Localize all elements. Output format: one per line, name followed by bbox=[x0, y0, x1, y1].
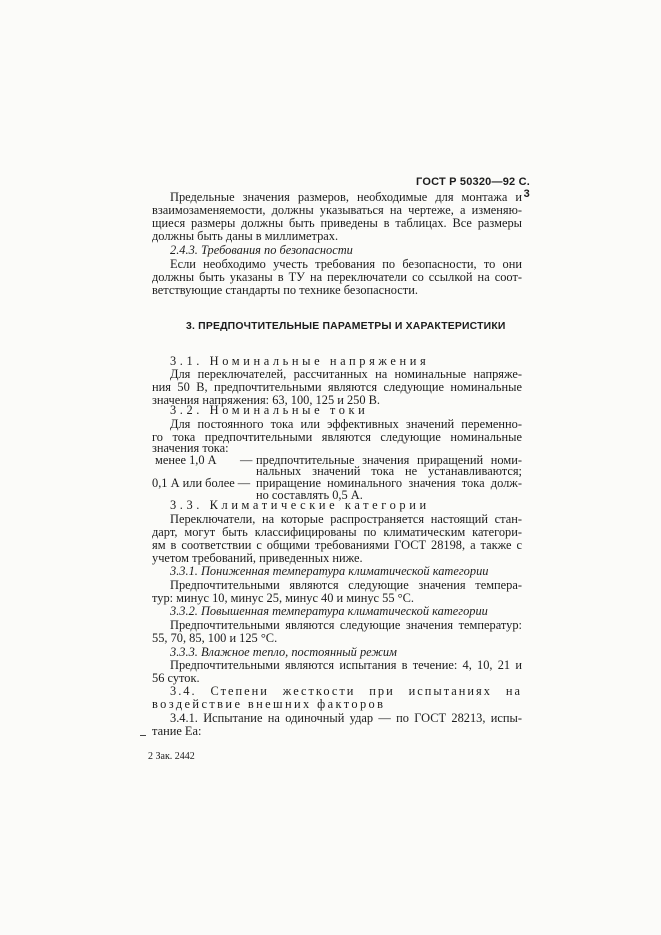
text-line: ям в соответствии с общими требованиями ГОСТ 28198, а также с bbox=[152, 538, 522, 552]
text-line: значения тока: bbox=[152, 441, 229, 455]
text-line: должны быть даны в миллиметрах. bbox=[152, 229, 339, 243]
text-line: учетом требований, приведенных ниже. bbox=[152, 551, 363, 565]
subsection-heading: 3.2. Номинальные токи bbox=[170, 403, 369, 417]
text-line: тур: минус 10, минус 25, минус 40 и минус 55 °С. bbox=[152, 591, 414, 605]
list-item-label: менее 1,0 А bbox=[155, 453, 217, 467]
text-line: Предельные значения размеров, необходимые для монтажа и bbox=[170, 190, 522, 204]
subsection-heading: 3.3.1. Пониженная температура климатической категории bbox=[170, 564, 489, 578]
text-line: должны быть указаны в ТУ на переключатели со ссылкой на соот- bbox=[152, 270, 522, 284]
text-line: Для переключателей, рассчитанных на номинальные напряже- bbox=[170, 367, 522, 381]
list-item-dash: — bbox=[240, 453, 253, 467]
page-header: ГОСТ Р 50320—92 С. 3 bbox=[416, 176, 530, 200]
text-line: ния 50 В, предпочтительными являются следующие номинальные bbox=[152, 380, 522, 394]
subsection-heading: 3.3. Климатические категории bbox=[170, 498, 430, 512]
text-line: значения напряжения: 63, 100, 125 и 250 В. bbox=[152, 393, 381, 407]
text-line: 56 суток. bbox=[152, 671, 200, 685]
text-line: 3.4.1. Испытание на одиночный удар — по ГОСТ 28213, испы- bbox=[170, 711, 522, 725]
list-item-text: но составлять 0,5 А. bbox=[256, 488, 363, 502]
text-line: щиеся размеры должны быть приведены в таблицах. Все размеры bbox=[152, 216, 522, 230]
text-line: Переключатели, на которые распространяется настоящий стан- bbox=[170, 512, 522, 526]
subsection-heading: 3.4. Степени жесткости при испытаниях на bbox=[170, 684, 522, 698]
text-line: 55, 70, 85, 100 и 125 °С. bbox=[152, 631, 278, 645]
text-line: Предпочтительными являются следующие значения температур: bbox=[170, 618, 522, 632]
subsection-heading: 3.1. Номинальные напряжения bbox=[170, 354, 430, 368]
subsection-heading: 2.4.3. Требования по безопасности bbox=[170, 243, 353, 257]
page-footer: 2 Зак. 2442 bbox=[148, 751, 195, 762]
subsection-heading: 3.3.2. Повышенная температура климатической категории bbox=[170, 604, 488, 618]
list-item-label: 0,1 А или более — bbox=[152, 476, 251, 490]
section-title: 3. ПРЕДПОЧТИТЕЛЬНЫЕ ПАРАМЕТРЫ И ХАРАКТЕРИСТИКИ bbox=[186, 321, 506, 332]
text-line: Предпочтительными являются испытания в течение: 4, 10, 21 и bbox=[170, 658, 522, 672]
subsection-heading: 3.3.3. Влажное тепло, постоянный режим bbox=[170, 645, 397, 659]
text-line: взаимозаменяемости, должны указываться на чертеже, а изменяю- bbox=[152, 203, 522, 217]
text-line: тание Еа: bbox=[152, 724, 202, 738]
list-item-text: нальных значений тока не устанавливаются; bbox=[256, 464, 522, 478]
text-line: го тока предпочтительными являются следующие номинальные bbox=[152, 430, 522, 444]
text-line: ветствующие стандарты по технике безопасности. bbox=[152, 283, 418, 297]
text-line: Для постоянного тока или эффективных значений переменно- bbox=[170, 417, 522, 431]
text-line: Если необходимо учесть требования по безопасности, то они bbox=[170, 257, 522, 271]
text-line: дарт, могут быть классифицированы по климатическим категори- bbox=[152, 525, 522, 539]
text-line: Предпочтительными являются следующие значения темпера- bbox=[170, 578, 522, 592]
subsection-heading: воздействие внешних факторов bbox=[152, 697, 386, 711]
list-item-text: приращение номинального значения тока долж- bbox=[256, 476, 522, 490]
margin-mark bbox=[140, 735, 146, 736]
list-item-text: предпочтительные значения приращений номи- bbox=[256, 453, 522, 467]
